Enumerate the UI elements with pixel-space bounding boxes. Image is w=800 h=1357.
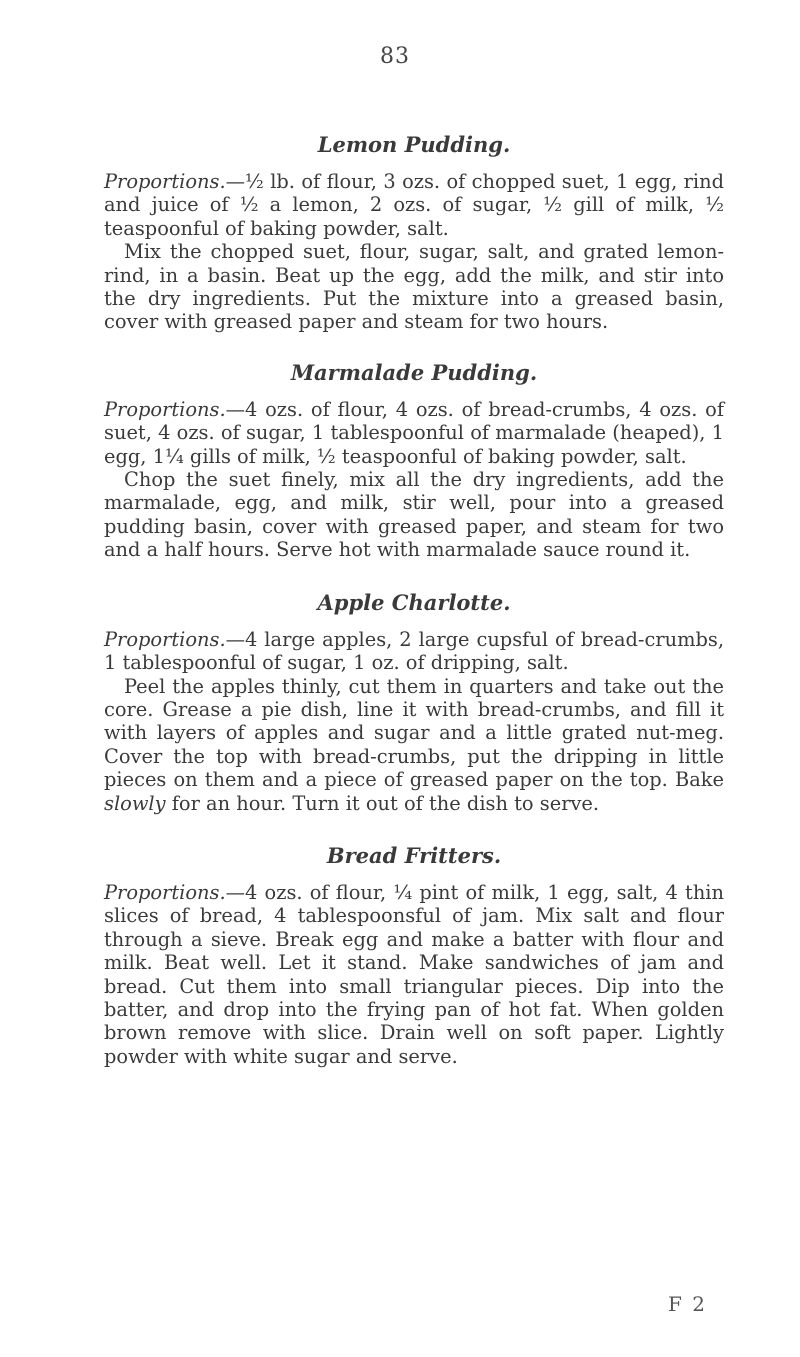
recipe-method: Mix the chopped suet, flour, sugar, salt, and grated lemon-rind, in a basin. Beat up the egg, add the milk, and stir into the dry ingredients. Put the mixture into a greased basin, cover with greased paper and steam for two hours. bbox=[104, 240, 724, 334]
proportions-text: —4 large apples, 2 large cupsful of bread-crumbs, 1 tablespoonful of sugar, 1 oz. of dripping, salt. bbox=[104, 627, 724, 675]
recipe-apple-charlotte bbox=[104, 590, 724, 815]
proportions-label: Proportions. bbox=[104, 397, 226, 421]
method-emphasis: slowly bbox=[104, 791, 166, 815]
recipe-lemon-pudding bbox=[104, 132, 724, 334]
recipe-proportions bbox=[104, 628, 724, 675]
proportions-label: Proportions. bbox=[104, 170, 226, 193]
method-text: Peel the apples thinly, cut them in quarters and take out the core. Grease a pie dish, line it with bread-crumbs, and fill it with layers of apples and sugar and a little grated nut-meg. Cover the top with bread-crumbs, put the dripping in little pieces on them and a piece of greased paper on the top. Bake bbox=[104, 674, 724, 792]
proportions-text: —½ lb. of flour, 3 ozs. of chopped suet, 1 egg, rind and juice of ½ a lemon, 2 ozs. of sugar, ½ gill of milk, ½ teaspoonful of baking powder, salt. bbox=[104, 170, 724, 240]
page-number: 83 bbox=[380, 44, 410, 69]
printer-signature: F 2 bbox=[668, 1292, 707, 1316]
recipe-title: Bread Fritters. bbox=[326, 842, 502, 868]
page-content bbox=[104, 132, 724, 1068]
recipe-bread-fritters bbox=[104, 843, 724, 1068]
recipe-proportions bbox=[104, 170, 724, 240]
recipe-proportions bbox=[104, 881, 724, 1068]
recipe-title: Apple Charlotte. bbox=[317, 589, 511, 615]
proportions-label: Proportions. bbox=[104, 627, 226, 651]
recipe-marmalade-pudding bbox=[104, 360, 724, 562]
recipe-proportions bbox=[104, 398, 724, 468]
recipe-method bbox=[104, 675, 724, 815]
proportions-label: Proportions. bbox=[104, 880, 226, 904]
method-text-end: for an hour. Turn it out of the dish to serve. bbox=[165, 791, 600, 815]
recipe-method: Chop the suet finely, mix all the dry ingredients, add the marmalade, egg, and milk, stir well, pour into a greased pudding basin, cover with greased paper, and steam for two and a half hours. Serve hot with marmalade sauce round it. bbox=[104, 468, 724, 562]
proportions-text: —4 ozs. of flour, 4 ozs. of bread-crumbs, 4 ozs. of suet, 4 ozs. of sugar, 1 tablespoonful of marmalade (heaped), 1 egg, 1¼ gills of milk, ½ teaspoonful of baking powder, salt. bbox=[104, 397, 724, 468]
recipe-title: Lemon Pudding. bbox=[317, 132, 511, 157]
recipe-title: Marmalade Pudding. bbox=[290, 359, 538, 385]
proportions-text: —4 ozs. of flour, ¼ pint of milk, 1 egg, salt, 4 thin slices of bread, 4 tablespoonsful of jam. Mix salt and flour through a sieve. Break egg and make a batter with flour and milk. Beat well. Let it stand. Make sandwiches of jam and bread. Cut them into small triangular pieces. Dip into the batter, and drop into the frying pan of hot fat. When golden brown remove with slice. Drain well on soft paper. Lightly powder with white sugar and serve. bbox=[104, 880, 724, 1068]
